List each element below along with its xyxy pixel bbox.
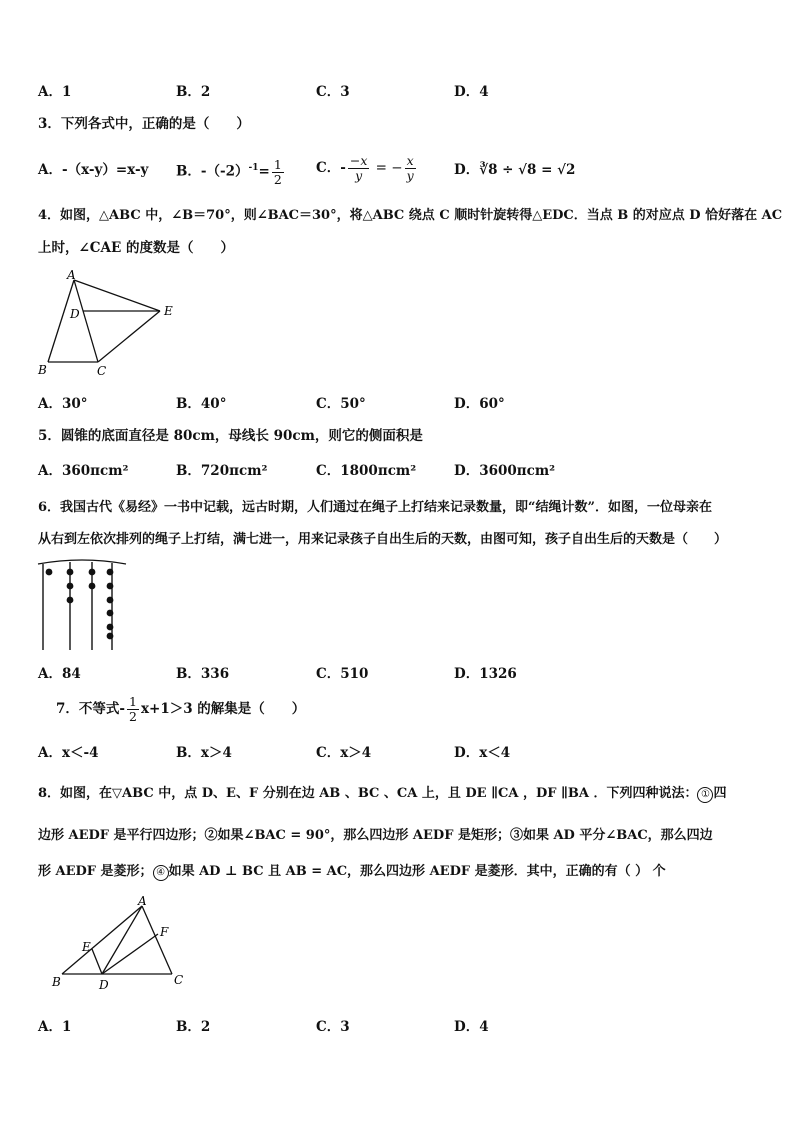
knot [107, 569, 114, 576]
q5-stem: 5．圆锥的底面直径是 80cm，母线长 90cm，则它的侧面积是 [38, 428, 423, 444]
q5-option-b: B．720πcm² [176, 463, 268, 479]
knot [46, 569, 53, 576]
q8-stem-line-3 [38, 862, 666, 882]
q8-option-c: C．3 [316, 1019, 350, 1035]
q8-circled-four: ④ [153, 865, 169, 881]
q4-option-b: B．40° [176, 396, 227, 412]
q8-triangle-figure [46, 894, 196, 994]
q3-c-fraction-2 [405, 154, 416, 183]
knot [67, 569, 74, 576]
q8-label-f: F [160, 925, 169, 939]
q3-option-b [176, 150, 286, 190]
q7-numerator: 1 [129, 694, 137, 709]
q6-stem-line-2: 从右到左依次排列的绳子上打结，满七进一，用来记录孩子自出生后的天数，由图可知，孩子自出生后的天数是（ ） [38, 532, 728, 547]
q8-label-e: E [82, 940, 91, 954]
q4-option-c: C．50° [316, 396, 366, 412]
q8-label-c: C [174, 973, 184, 987]
q3-option-d: D．∛8 ÷ √8 = √2 [454, 162, 576, 178]
q3-b-exponent: -1 [248, 163, 259, 173]
q3-c-pre: C．- [316, 160, 346, 176]
q4-option-a: A．30° [38, 396, 88, 412]
q3-b-numerator: 1 [273, 156, 282, 172]
q7-stem-post: x+1＞3 的解集是（ ） [140, 701, 306, 717]
q6-stem-line-1: 6．我国古代《易经》一书中记载，远古时期，人们通过在绳子上打结来记录数量，即“结绳计数”．如图，一位母亲在 [38, 500, 713, 515]
q8-line-1-end: 四 [713, 786, 727, 801]
knot [107, 624, 114, 631]
q3-c-mid: = − [371, 160, 403, 176]
q4-label-d: D [70, 307, 80, 321]
q4-label-a: A [67, 268, 76, 282]
q7-denominator: 2 [129, 709, 137, 724]
knot [107, 633, 114, 640]
q3-option-c [316, 150, 418, 186]
knot [107, 583, 114, 590]
q8-stem-line-2: 边形 AEDF 是平行四边形；②如果∠BAC = 90°，那么四边形 AEDF 是矩形；③如果 AD 平分∠BAC，那么四边 [38, 828, 713, 843]
q4-stem-line-1: 4．如图，△ABC 中，∠B＝70°，则∠BAC＝30°，将△ABC 绕点 C 顺时针旋转得△EDC．当点 B 的对应点 D 恰好落在 AC [38, 208, 783, 223]
q3-c-denominator-2: y [406, 168, 414, 183]
q8-circled-one: ① [697, 787, 713, 803]
q2-option-b: B．2 [176, 84, 211, 100]
q5-option-a: A．360πcm² [38, 463, 129, 479]
q8-option-d: D．4 [454, 1019, 489, 1035]
knot [67, 597, 74, 604]
q4-label-c: C [97, 364, 107, 378]
q5-option-c: C．1800πcm² [316, 463, 417, 479]
q3-b-denominator: 2 [273, 171, 282, 187]
q8-stem-line-1 [38, 784, 726, 804]
q4-label-e: E [164, 304, 173, 318]
q3-b-eq: = [258, 163, 270, 180]
q8-label-b: B [52, 975, 61, 989]
q8-option-a: A．1 [38, 1019, 72, 1035]
q4-stem-line-2: 上时，∠CAE 的度数是（ ） [38, 240, 235, 256]
q7-option-d: D．x＜4 [454, 745, 511, 761]
q8-line-3-text: 如果 AD ⊥ BC 且 AB = AC，那么四边形 AEDF 是菱形．其中，正确的有（ ） 个 [168, 864, 666, 879]
q8-line-1-text: 8．如图，在▽ABC 中，点 D、E、F 分别在边 AB 、BC 、CA 上，且 DE ∥CA ，DF ∥BA ．下列四种说法： [38, 786, 698, 801]
q7-option-a: A．x＜-4 [38, 745, 99, 761]
q6-option-d: D．1326 [454, 666, 517, 682]
q3-c-numerator-2: x [406, 153, 414, 168]
knot [89, 583, 96, 590]
q6-option-b: B．336 [176, 666, 230, 682]
q4-option-d: D．60° [454, 396, 505, 412]
q3-stem: 3．下列各式中，正确的是（ ） [38, 116, 250, 132]
q8-line-3-pre: 形 AEDF 是菱形； [38, 864, 153, 879]
q3-c-numerator-1: −x [349, 153, 368, 168]
knot [89, 569, 96, 576]
q3-c-denominator-1: y [355, 168, 363, 183]
knot [107, 610, 114, 617]
q3-option-a: A．-（x-y）=x-y [38, 162, 149, 178]
q8-label-a: A [138, 894, 147, 908]
q7-option-c: C．x＞4 [316, 745, 372, 761]
q4-triangle-figure [34, 268, 184, 380]
q5-option-d: D．3600πcm² [454, 463, 556, 479]
q8-label-d: D [99, 978, 109, 992]
q7-stem-pre: 7．不等式- [56, 701, 125, 717]
q6-option-c: C．510 [316, 666, 369, 682]
q2-option-a: A．1 [38, 84, 72, 100]
q8-option-b: B．2 [176, 1019, 211, 1035]
q3-c-fraction-1 [348, 154, 370, 183]
q7-fraction [127, 695, 139, 724]
q6-knot-rope-figure [36, 558, 130, 654]
q3-b-pre: B．-（-2） [176, 163, 249, 180]
q4-label-b: B [38, 363, 47, 377]
q6-option-a: A．84 [38, 666, 81, 682]
knot [67, 583, 74, 590]
q3-b-fraction [272, 158, 284, 187]
knot [107, 597, 114, 604]
q7-stem [56, 691, 305, 727]
q2-option-c: C．3 [316, 84, 350, 100]
q2-option-d: D．4 [454, 84, 489, 100]
q7-option-b: B．x＞4 [176, 745, 232, 761]
